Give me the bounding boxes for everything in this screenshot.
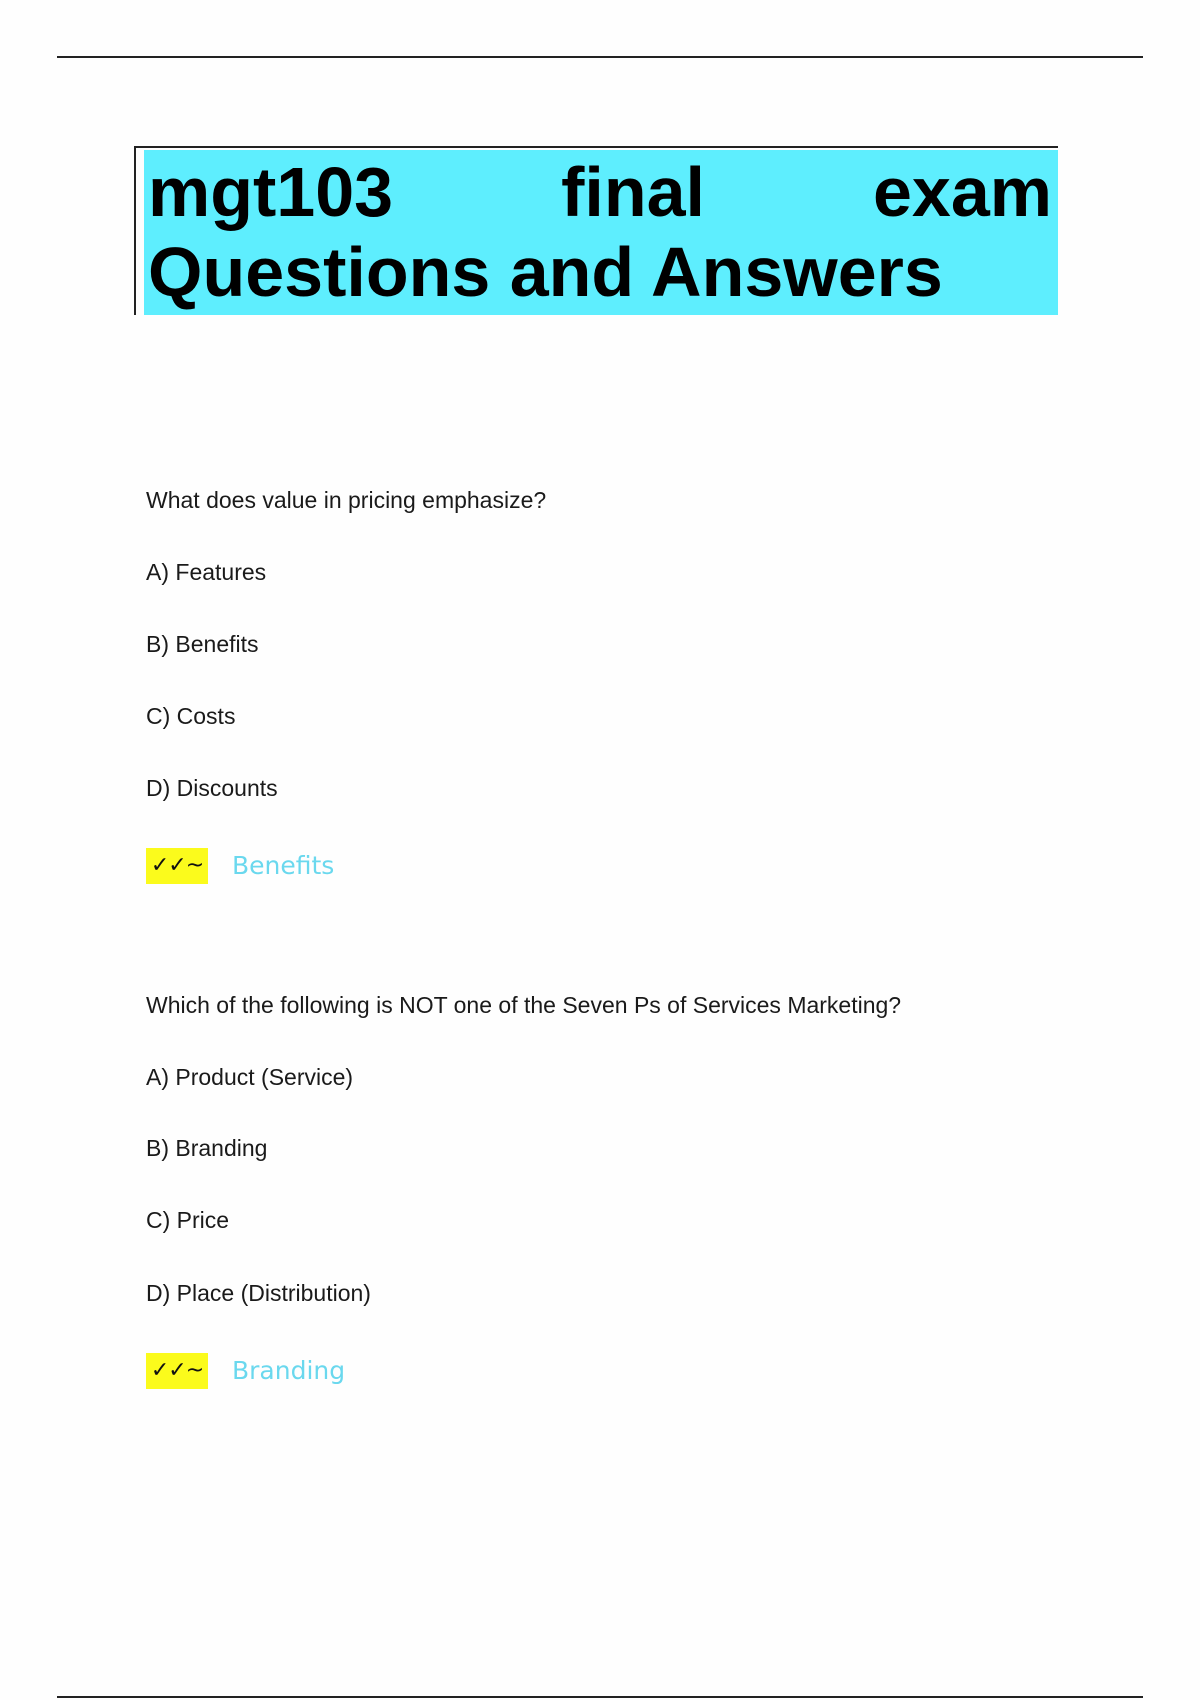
title-line-1 — [148, 152, 1052, 232]
header-rule — [57, 56, 1143, 58]
question-text: Which of the following is NOT one of the Seven Ps of Services Marketing? — [146, 992, 902, 1018]
option-b: B) Benefits — [146, 631, 259, 657]
option-c: C) Price — [146, 1207, 230, 1233]
option-a: A) Product (Service) — [146, 1064, 354, 1090]
title-word: final — [561, 153, 705, 231]
check-mark-icon: ✓✓~ — [146, 848, 208, 884]
answer-text: Benefits — [232, 851, 335, 880]
option-d: D) Place (Distribution) — [146, 1280, 371, 1306]
title-line-2: Questions and Answers — [148, 233, 943, 311]
title-word: mgt103 — [148, 153, 394, 231]
question-text: What does value in pricing emphasize? — [146, 487, 547, 513]
option-d: D) Discounts — [146, 775, 278, 801]
option-c: C) Costs — [146, 703, 236, 729]
answer-text: Branding — [232, 1356, 346, 1385]
check-mark-icon: ✓✓~ — [146, 1353, 208, 1389]
title-word: exam — [872, 153, 1052, 231]
title-box — [134, 146, 1058, 315]
option-b: B) Branding — [146, 1135, 268, 1161]
option-a: A) Features — [146, 559, 267, 585]
footer-rule — [57, 1696, 1143, 1698]
